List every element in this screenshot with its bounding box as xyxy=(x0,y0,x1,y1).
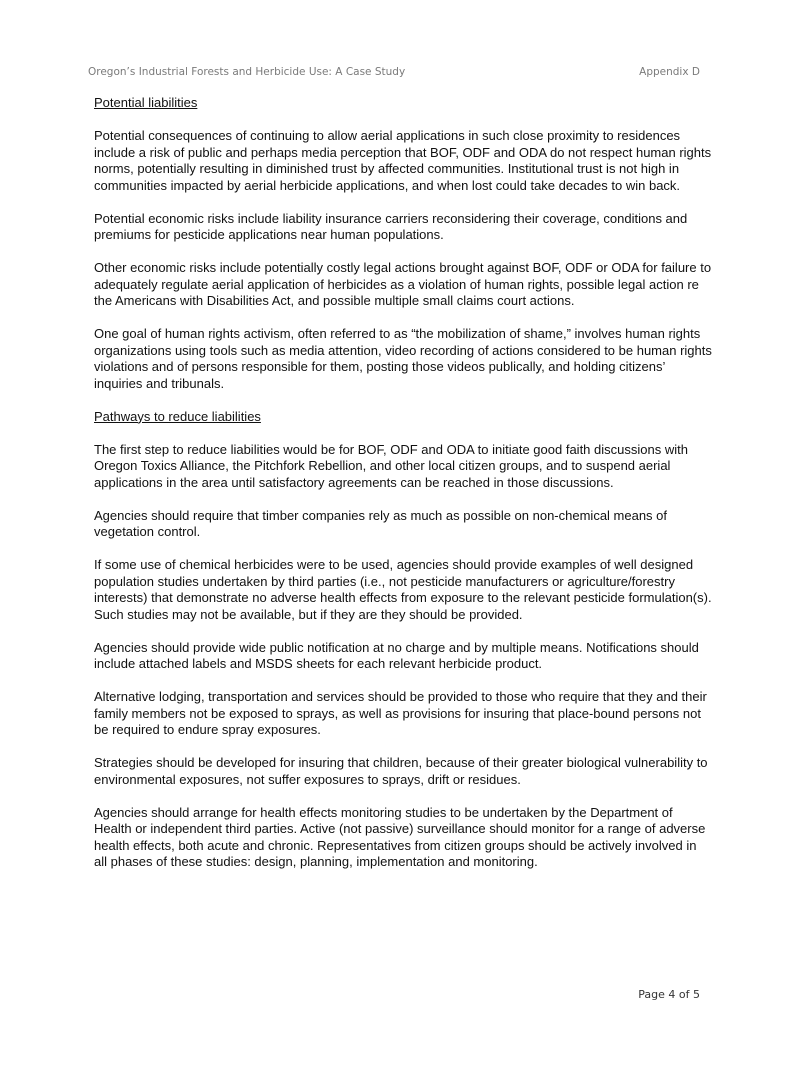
page-content xyxy=(94,95,712,887)
paragraph: Agencies should provide wide public notification at no charge and by multiple means. Notifications should include attached labels and MSDS sheets for each relevant herbicide product. xyxy=(94,639,699,671)
paragraph: Agencies should arrange for health effects monitoring studies to be undertaken by the Department of Health or independent third parties. Active (not passive) surveillance should monitor for a range of adverse health effects, both acute and chronic. Representatives from citizen groups should be actively involved in all phases of these studies: design, planning, implementation and monitoring. xyxy=(94,804,706,869)
paragraph: Potential economic risks include liability insurance carriers reconsidering their coverage, conditions and premiums for pesticide applications near human populations. xyxy=(94,210,688,242)
document-title-header: Oregon’s Industrial Forests and Herbicide Use: A Case Study xyxy=(88,66,406,78)
section-heading: Potential liabilities xyxy=(94,95,198,110)
section-heading: Pathways to reduce liabilities xyxy=(94,408,261,424)
paragraph: Agencies should require that timber companies rely as much as possible on non-chemical means of vegetation control. xyxy=(94,507,668,539)
page-number: Page 4 of 5 xyxy=(638,988,700,1001)
paragraph: One goal of human rights activism, often referred to as “the mobilization of shame,” involves human rights organizations using tools such as media attention, video recording of actions considered to be human rights violations and of persons responsible for them, posting those videos publically, and holding citizens’ inquiries and tribunals. xyxy=(94,326,712,391)
paragraph: Other economic risks include potentially costly legal actions brought against BOF, ODF or ODA for failure to adequately regulate aerial application of herbicides as a violation of human rights, possible legal action re the Americans with Disabilities Act, and possible multiple small claims court actions. xyxy=(94,260,712,308)
section-potential-liabilities xyxy=(94,95,712,392)
section-pathways-to-reduce-liabilities xyxy=(94,409,712,871)
paragraph: Potential consequences of continuing to allow aerial applications in such close proximity to residences include a risk of public and perhaps media perception that BOF, ODF and ODA do not respect human rights norms, potentially resulting in diminished trust by affected communities. Institutional trust is not high in communities impacted by aerial herbicide applications, and when lost could take decades to win back. xyxy=(94,128,712,193)
paragraph: If some use of chemical herbicides were to be used, agencies should provide examples of well designed population studies undertaken by third parties (i.e., not pesticide manufacturers or agriculture/forestry interests) that demonstrate no adverse health effects from exposure to the relevant pesticide formulation(s). Such studies may not be available, but if they are they should be provided. xyxy=(94,557,712,622)
paragraph: The first step to reduce liabilities would be for BOF, ODF and ODA to initiate good faith discussions with Oregon Toxics Alliance, the Pitchfork Rebellion, and other local citizen groups, and to suspend aerial applications in the area until satisfactory agreements can be reached in those discussions. xyxy=(94,441,688,490)
appendix-label: Appendix D xyxy=(639,66,700,78)
paragraph: Strategies should be developed for insuring that children, because of their greater biological vulnerability to environmental exposures, not suffer exposures to sprays, drift or residues. xyxy=(94,755,708,787)
paragraph: Alternative lodging, transportation and services should be provided to those who require that they and their family members not be exposed to sprays, as well as provisions for insuring that place-bound persons not be required to endure spray exposures. xyxy=(94,689,707,737)
